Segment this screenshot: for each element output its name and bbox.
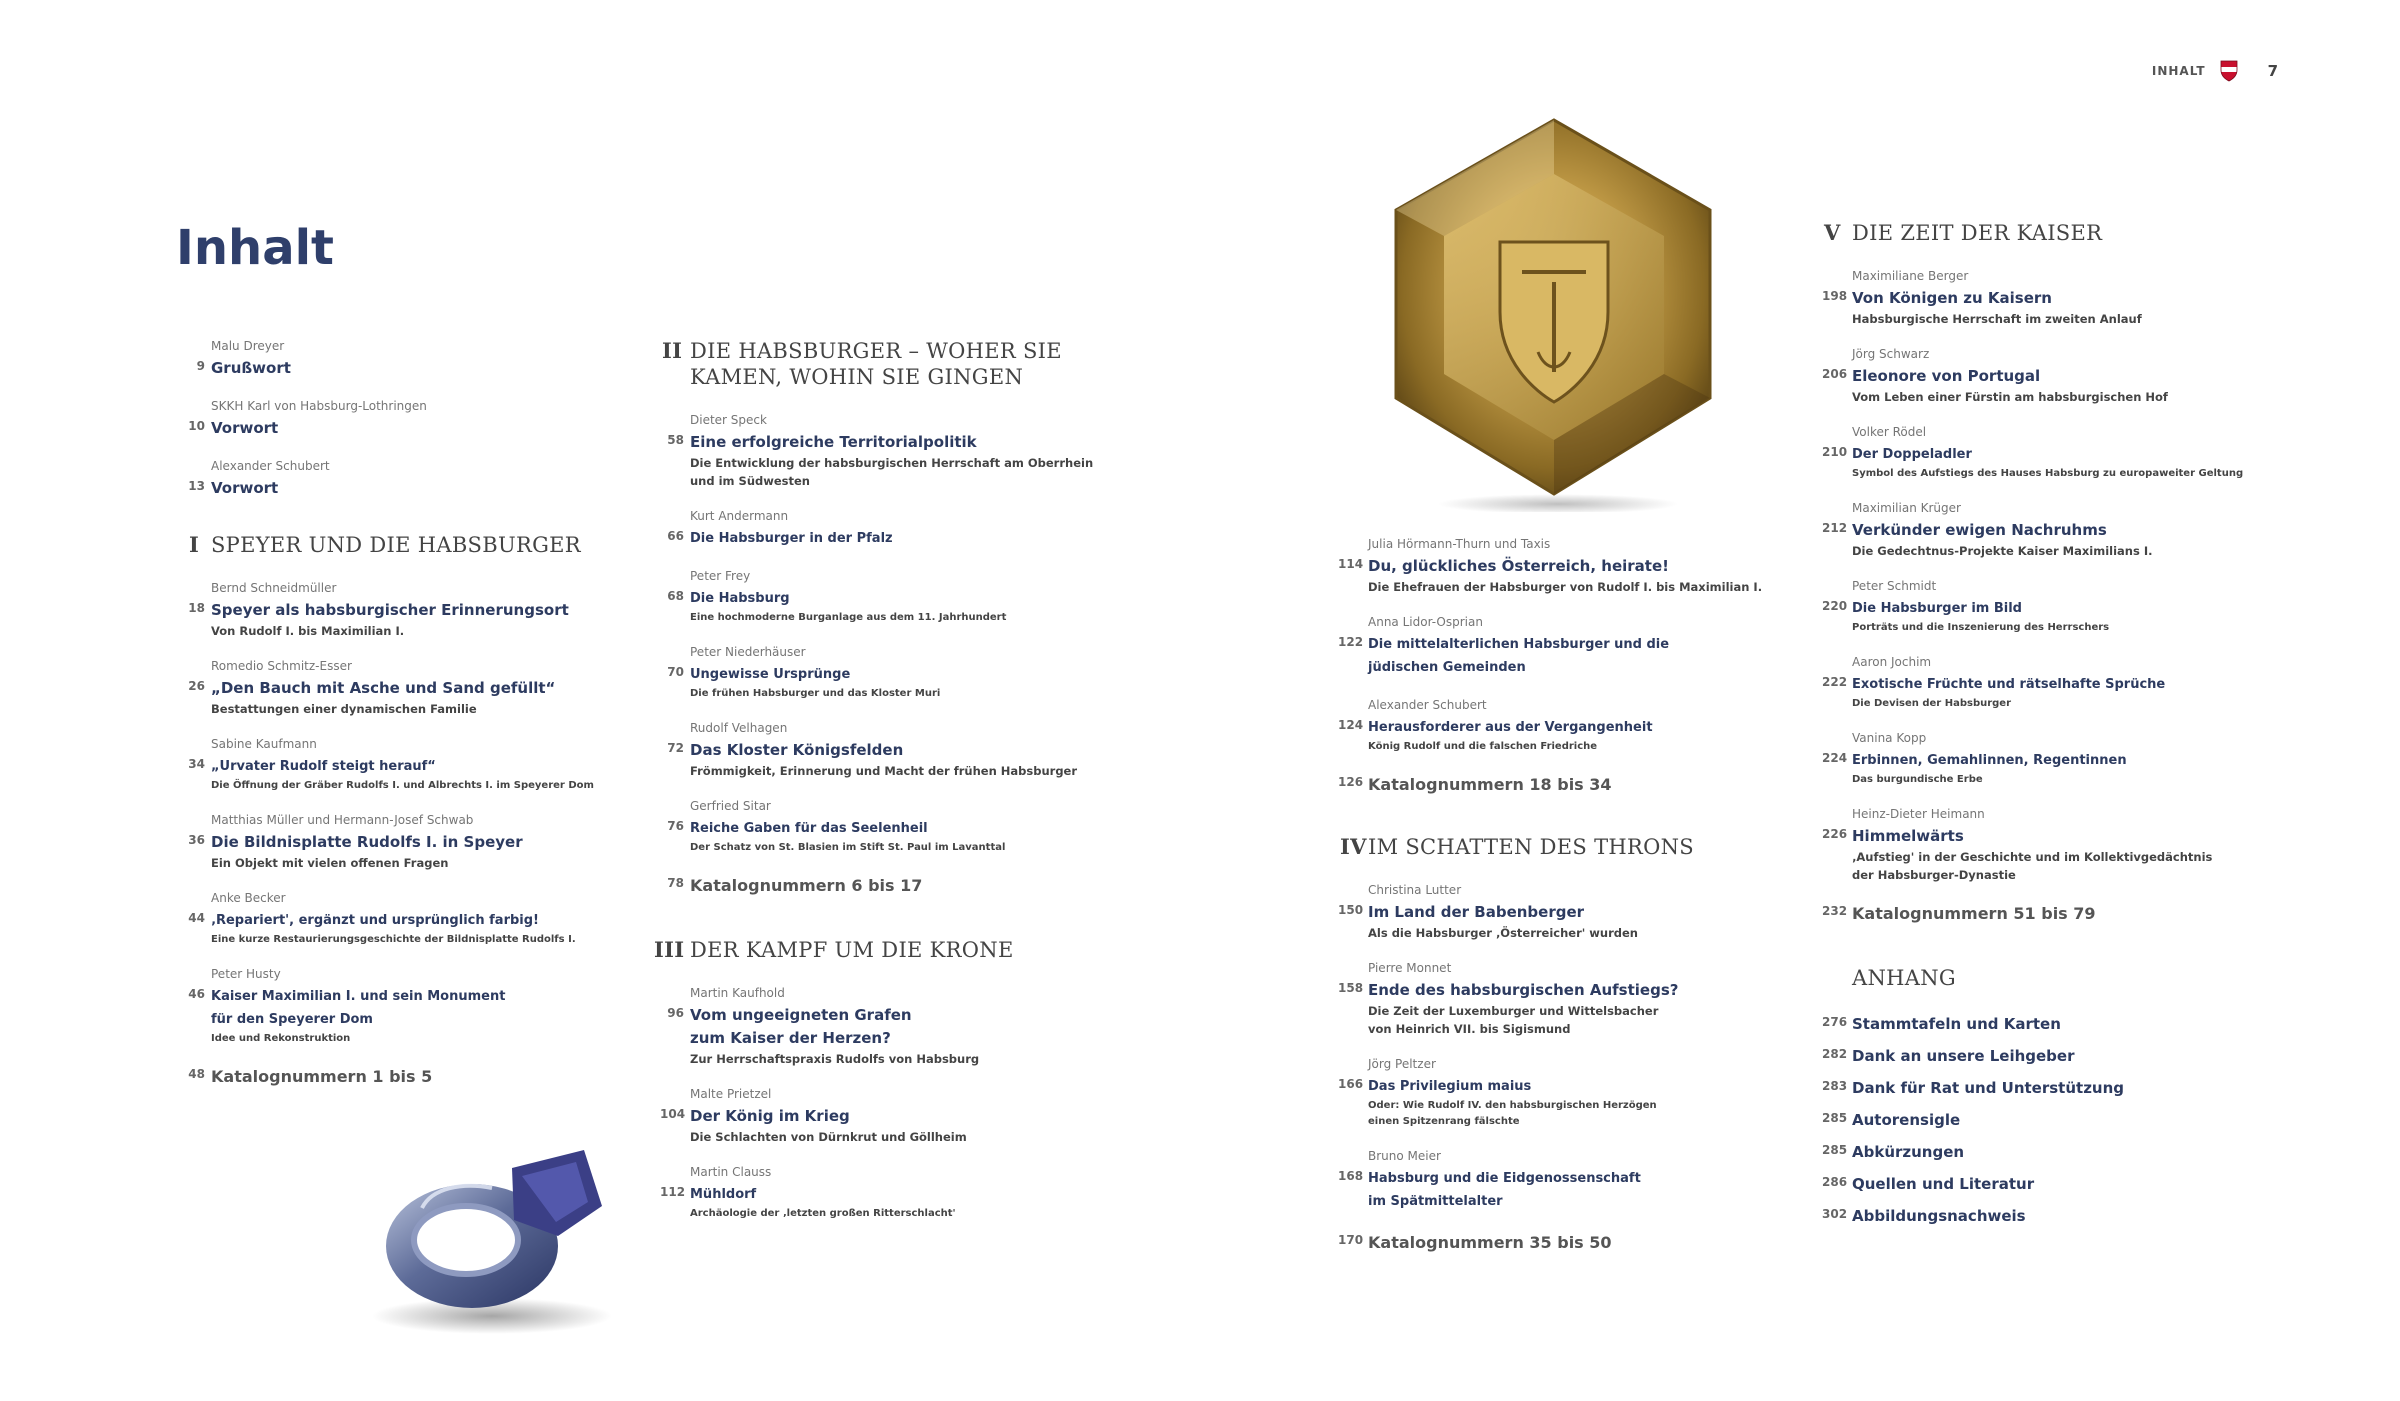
page-number: 7 xyxy=(2267,62,2278,80)
toc-entry[interactable] xyxy=(667,720,1150,780)
entry-subtitle: Die frühen Habsburger und das Kloster Muri xyxy=(690,688,941,699)
catalog-title: Katalognummern 1 bis 5 xyxy=(211,1067,433,1086)
entry-page: 222 xyxy=(1822,675,1848,689)
section-title: ANHANG xyxy=(1852,966,1956,990)
section-title: DIE HABSBURGER – WOHER SIE xyxy=(690,339,1062,363)
entry-page: 285 xyxy=(1822,1111,1848,1125)
toc-entry[interactable] xyxy=(188,458,631,500)
entry-title: Eleonore von Portugal xyxy=(1852,367,2041,385)
entry-subtitle: Zur Herrschaftspraxis Rudolfs von Habsburg xyxy=(690,1052,980,1066)
entry-subtitle: König Rudolf und die falschen Friedriche xyxy=(1368,741,1598,752)
toc-entry[interactable] xyxy=(1338,1148,1828,1213)
toc-entry[interactable] xyxy=(660,1086,1150,1146)
entry-title: Stammtafeln und Karten xyxy=(1852,1015,2061,1033)
entry-title: Grußwort xyxy=(211,359,291,377)
entry-title: Herausforderer aus der Vergangenheit xyxy=(1368,720,1653,735)
toc-entry[interactable] xyxy=(667,508,1150,550)
catalog-title: Katalognummern 18 bis 34 xyxy=(1368,775,1612,794)
toc-entry[interactable] xyxy=(188,658,631,718)
entry-page: 68 xyxy=(667,589,684,603)
entry-author: Alexander Schubert xyxy=(1368,698,1487,712)
entry-author: Bruno Meier xyxy=(1368,1149,1441,1163)
entry-title: Der Doppeladler xyxy=(1852,447,1972,462)
entry-title: Die Habsburg xyxy=(690,591,790,606)
entry-author: Anna Lidor-Osprian xyxy=(1368,615,1483,629)
toc-entry[interactable] xyxy=(1338,614,1828,679)
entry-author: Jörg Schwarz xyxy=(1852,347,1930,361)
toc-entry[interactable] xyxy=(188,580,631,640)
entry-page: 104 xyxy=(660,1107,686,1121)
entry-author: Vanina Kopp xyxy=(1852,731,1927,745)
entry-page: 122 xyxy=(1338,635,1364,649)
entry-page: 26 xyxy=(188,679,205,693)
entry-page: 36 xyxy=(188,833,205,847)
entry-title: Das Privilegium maius xyxy=(1368,1079,1532,1094)
entry-author: Julia Hörmann-Thurn und Taxis xyxy=(1368,537,1551,551)
entry-title: Dank für Rat und Unterstützung xyxy=(1852,1079,2125,1097)
entry-subtitle: Die Gedechtnus-Projekte Kaiser Maximilians I. xyxy=(1852,544,2153,558)
entry-subtitle: Ein Objekt mit vielen offenen Fragen xyxy=(211,856,449,870)
entry-author: Pierre Monnet xyxy=(1368,961,1452,975)
toc-column-2 xyxy=(654,338,1150,1240)
appendix-entry[interactable] xyxy=(1822,1013,2322,1036)
entry-author: Dieter Speck xyxy=(690,413,767,427)
entry-subtitle-line2: und im Südwesten xyxy=(690,474,810,488)
entry-title: Abbildungsnachweis xyxy=(1852,1207,2026,1225)
austria-shield-icon xyxy=(2220,60,2238,82)
entry-author: Rudolf Velhagen xyxy=(690,721,788,735)
entry-subtitle: Idee und Rekonstruktion xyxy=(211,1033,351,1044)
toc-entry[interactable] xyxy=(188,966,631,1047)
entry-author: Malu Dreyer xyxy=(211,339,285,353)
section-heading xyxy=(1340,834,1828,860)
entry-author: Martin Clauss xyxy=(690,1165,772,1179)
entry-author: Malte Prietzel xyxy=(690,1087,772,1101)
entry-subtitle: Die Zeit der Luxemburger und Wittelsbacher xyxy=(1368,1004,1659,1018)
entry-title: Vorwort xyxy=(211,419,279,437)
entry-title-line2: im Spätmittelalter xyxy=(1368,1194,1503,1209)
entry-title-line2: zum Kaiser der Herzen? xyxy=(690,1029,891,1047)
toc-entry[interactable] xyxy=(1822,578,2322,636)
entry-subtitle: Frömmigkeit, Erinnerung und Macht der frühen Habsburger xyxy=(690,764,1078,778)
entry-title: Die Bildnisplatte Rudolfs I. in Speyer xyxy=(211,833,523,851)
toc-entry[interactable] xyxy=(188,736,631,794)
entry-page: 220 xyxy=(1822,599,1848,613)
entry-subtitle: Der Schatz von St. Blasien im Stift St. Paul im Lavanttal xyxy=(690,842,1006,853)
toc-entry[interactable] xyxy=(188,890,631,948)
entry-page: 170 xyxy=(1338,1233,1364,1247)
entry-page: 13 xyxy=(188,479,205,493)
entry-author: Heinz-Dieter Heimann xyxy=(1852,807,1985,821)
section-number: III xyxy=(654,937,685,962)
appendix-entry[interactable] xyxy=(1822,1173,2322,1196)
entry-subtitle: Als die Habsburger ‚Österreicher' wurden xyxy=(1368,926,1638,940)
toc-entry[interactable] xyxy=(1338,536,1828,596)
entry-title: Eine erfolgreiche Territorialpolitik xyxy=(690,433,977,451)
entry-page: 9 xyxy=(196,359,205,373)
entry-subtitle: Die Entwicklung der habsburgischen Herrschaft am Oberrhein xyxy=(690,456,1094,470)
toc-entry[interactable] xyxy=(196,338,631,380)
entry-title: Im Land der Babenberger xyxy=(1368,903,1585,921)
entry-title: Quellen und Literatur xyxy=(1852,1175,2035,1193)
entry-title: Reiche Gaben für das Seelenheil xyxy=(690,821,928,836)
entry-subtitle: Die Schlachten von Dürnkrut und Göllheim xyxy=(690,1130,967,1144)
catalog-title: Katalognummern 35 bis 50 xyxy=(1368,1233,1612,1252)
entry-author: Jörg Peltzer xyxy=(1368,1057,1436,1071)
entry-page: 158 xyxy=(1338,981,1364,995)
entry-subtitle: Die Devisen der Habsburger xyxy=(1852,698,2012,709)
toc-entry[interactable] xyxy=(1822,268,2322,328)
toc-entry[interactable] xyxy=(1822,654,2322,712)
toc-entry[interactable] xyxy=(1338,882,1828,942)
section-number: IV xyxy=(1340,834,1367,859)
entry-title: Der König im Krieg xyxy=(690,1107,850,1125)
entry-title: Kaiser Maximilian I. und sein Monument xyxy=(211,989,506,1004)
entry-author: Alexander Schubert xyxy=(211,459,330,473)
catalog-entry[interactable] xyxy=(667,874,1150,897)
page-title: Inhalt xyxy=(176,220,334,276)
appendix-entry[interactable] xyxy=(1822,1077,2322,1100)
entry-subtitle: Habsburgische Herrschaft im zweiten Anlauf xyxy=(1852,312,2142,326)
entry-author: Martin Kaufhold xyxy=(690,986,785,1000)
entry-page: 72 xyxy=(667,741,684,755)
entry-page: 114 xyxy=(1338,557,1364,571)
section-title: IM SCHATTEN DES THRONS xyxy=(1368,835,1694,859)
entry-page: 283 xyxy=(1822,1079,1848,1093)
toc-column-3 xyxy=(1338,536,1828,1272)
section-heading xyxy=(662,338,1150,390)
entry-page: 150 xyxy=(1338,903,1364,917)
appendix-heading xyxy=(1852,965,2322,991)
glass-ring-image xyxy=(362,1128,620,1340)
section-title-line2: KAMEN, WOHIN SIE GINGEN xyxy=(690,365,1024,389)
section-title: DER KAMPF UM DIE KRONE xyxy=(690,938,1014,962)
entry-page: 48 xyxy=(188,1067,205,1081)
catalog-entry[interactable] xyxy=(1822,902,2322,925)
entry-title: Ungewisse Ursprünge xyxy=(690,667,851,682)
header-label: INHALT xyxy=(2151,64,2206,78)
entry-page: 76 xyxy=(667,819,684,833)
entry-page: 18 xyxy=(188,601,205,615)
entry-title: Habsburg und die Eidgenossenschaft xyxy=(1368,1171,1641,1186)
entry-subtitle: Die Ehefrauen der Habsburger von Rudolf I. bis Maximilian I. xyxy=(1368,580,1763,594)
entry-page: 226 xyxy=(1822,827,1848,841)
toc-entry[interactable] xyxy=(667,798,1150,856)
entry-subtitle: Porträts und die Inszenierung des Herrschers xyxy=(1852,622,2110,633)
entry-page: 168 xyxy=(1338,1169,1364,1183)
entry-page: 285 xyxy=(1822,1143,1848,1157)
appendix-entry[interactable] xyxy=(1822,1045,2322,1068)
entry-title: „Den Bauch mit Asche und Sand gefüllt“ xyxy=(211,679,556,697)
entry-subtitle: Bestattungen einer dynamischen Familie xyxy=(211,702,477,716)
toc-entry[interactable] xyxy=(1338,697,1828,755)
catalog-entry[interactable] xyxy=(1338,773,1828,796)
entry-subtitle: Oder: Wie Rudolf IV. den habsburgischen Herzögen xyxy=(1368,1100,1657,1111)
toc-entry[interactable] xyxy=(1338,960,1828,1038)
toc-entry[interactable] xyxy=(1822,806,2322,884)
section-number: II xyxy=(662,338,683,363)
entry-page: 210 xyxy=(1822,445,1848,459)
golden-seal-image xyxy=(1372,112,1736,512)
entry-author: Gerfried Sitar xyxy=(690,799,771,813)
entry-subtitle: Die Öffnung der Gräber Rudolfs I. und Albrechts I. im Speyerer Dom xyxy=(211,780,594,791)
entry-author: Volker Rödel xyxy=(1852,425,1927,439)
toc-entry[interactable] xyxy=(1338,1056,1828,1130)
entry-author: Kurt Andermann xyxy=(690,509,789,523)
entry-title: ‚Repariert', ergänzt und ursprünglich farbig! xyxy=(211,913,539,928)
section-heading xyxy=(654,937,1150,963)
toc-entry[interactable] xyxy=(188,812,631,872)
entry-title: Mühldorf xyxy=(690,1187,757,1202)
entry-page: 58 xyxy=(667,433,684,447)
entry-page: 124 xyxy=(1338,718,1364,732)
entry-author: Aaron Jochim xyxy=(1852,655,1932,669)
toc-entry[interactable] xyxy=(667,985,1150,1068)
entry-page: 302 xyxy=(1822,1207,1848,1221)
entry-subtitle: Eine hochmoderne Burganlage aus dem 11. Jahrhundert xyxy=(690,612,1007,623)
entry-title: Du, glückliches Österreich, heirate! xyxy=(1368,557,1669,575)
toc-entry[interactable] xyxy=(667,412,1150,490)
entry-author: Matthias Müller und Hermann-Josef Schwab xyxy=(211,813,474,827)
entry-page: 286 xyxy=(1822,1175,1848,1189)
appendix-entry[interactable] xyxy=(1822,1141,2322,1164)
entry-title: Exotische Früchte und rätselhafte Sprüche xyxy=(1852,677,2166,692)
entry-title-line2: jüdischen Gemeinden xyxy=(1368,660,1526,675)
appendix-entry[interactable] xyxy=(1822,1205,2322,1228)
section-heading xyxy=(189,532,631,558)
toc-entry[interactable] xyxy=(667,568,1150,626)
toc-entry[interactable] xyxy=(1822,424,2322,482)
entry-title: Speyer als habsburgischer Erinnerungsort xyxy=(211,601,569,619)
entry-author: Romedio Schmitz-Esser xyxy=(211,659,352,673)
catalog-title: Katalognummern 51 bis 79 xyxy=(1852,904,2096,923)
entry-subtitle: Symbol des Aufstiegs des Hauses Habsburg zu europaweiter Geltung xyxy=(1852,468,2244,479)
section-number: V xyxy=(1824,220,1841,245)
entry-author: Bernd Schneidmüller xyxy=(211,581,337,595)
section-number: I xyxy=(189,532,200,557)
entry-page: 224 xyxy=(1822,751,1848,765)
entry-author: Peter Niederhäuser xyxy=(690,645,806,659)
entry-subtitle: Eine kurze Restaurierungsgeschichte der Bildnisplatte Rudolfs I. xyxy=(211,934,576,945)
entry-author: Peter Schmidt xyxy=(1852,579,1937,593)
entry-author: Peter Frey xyxy=(690,569,751,583)
entry-author: Christina Lutter xyxy=(1368,883,1462,897)
entry-title: Erbinnen, Gemahlinnen, Regentinnen xyxy=(1852,753,2127,768)
section-heading xyxy=(1824,220,2322,246)
toc-entry[interactable] xyxy=(1822,346,2322,406)
toc-entry[interactable] xyxy=(188,398,631,440)
entry-author: Sabine Kaufmann xyxy=(211,737,317,751)
entry-subtitle: Archäologie der ‚letzten großen Ritterschlacht' xyxy=(690,1208,956,1219)
entry-subtitle: ‚Aufstieg' in der Geschichte und im Kollektivgedächtnis xyxy=(1852,850,2213,864)
entry-page: 282 xyxy=(1822,1047,1848,1061)
toc-entry[interactable] xyxy=(660,1164,1150,1222)
page-header xyxy=(2152,60,2278,82)
entry-page: 212 xyxy=(1822,521,1848,535)
entry-title: Himmelwärts xyxy=(1852,827,1964,845)
entry-page: 78 xyxy=(667,876,684,890)
entry-subtitle: Von Rudolf I. bis Maximilian I. xyxy=(211,624,405,638)
entry-page: 70 xyxy=(667,665,684,679)
entry-page: 96 xyxy=(667,1006,684,1020)
entry-title: Die Habsburger in der Pfalz xyxy=(690,531,893,546)
entry-title: Autorensigle xyxy=(1852,1111,1961,1129)
entry-title: Das Kloster Königsfelden xyxy=(690,741,904,759)
entry-subtitle-line2: einen Spitzenrang fälschte xyxy=(1368,1116,1520,1127)
entry-page: 66 xyxy=(667,529,684,543)
entry-title: „Urvater Rudolf steigt herauf“ xyxy=(211,759,436,774)
entry-title: Ende des habsburgischen Aufstiegs? xyxy=(1368,981,1679,999)
entry-title: Verkünder ewigen Nachruhms xyxy=(1852,521,2107,539)
entry-title: Abkürzungen xyxy=(1852,1143,1965,1161)
toc-column-1 xyxy=(188,338,631,1106)
toc-entry[interactable] xyxy=(1822,730,2322,788)
toc-entry[interactable] xyxy=(1822,500,2322,560)
entry-subtitle-line2: der Habsburger-Dynastie xyxy=(1852,868,2016,882)
toc-entry[interactable] xyxy=(667,644,1150,702)
catalog-entry[interactable] xyxy=(1338,1231,1828,1254)
entry-page: 232 xyxy=(1822,904,1848,918)
catalog-entry[interactable] xyxy=(188,1065,631,1088)
appendix-entry[interactable] xyxy=(1822,1109,2322,1132)
section-title: SPEYER UND DIE HABSBURGER xyxy=(211,533,581,557)
entry-title: Von Königen zu Kaisern xyxy=(1852,289,2052,307)
entry-page: 10 xyxy=(188,419,205,433)
entry-author: Maximilian Krüger xyxy=(1852,501,1961,515)
entry-title: Vorwort xyxy=(211,479,279,497)
entry-title: Die mittelalterlichen Habsburger und die xyxy=(1368,637,1670,652)
entry-author: SKKH Karl von Habsburg-Lothringen xyxy=(211,399,427,413)
entry-page: 112 xyxy=(660,1185,686,1199)
entry-subtitle: Das burgundische Erbe xyxy=(1852,774,1983,785)
toc-column-4 xyxy=(1822,220,2322,1237)
entry-author: Peter Husty xyxy=(211,967,281,981)
entry-page: 126 xyxy=(1338,775,1364,789)
entry-author: Maximiliane Berger xyxy=(1852,269,1969,283)
entry-title: Vom ungeeigneten Grafen xyxy=(690,1006,912,1024)
entry-page: 198 xyxy=(1822,289,1848,303)
catalog-title: Katalognummern 6 bis 17 xyxy=(690,876,923,895)
entry-title: Dank an unsere Leihgeber xyxy=(1852,1047,2075,1065)
entry-subtitle-line2: von Heinrich VII. bis Sigismund xyxy=(1368,1022,1571,1036)
entry-author: Anke Becker xyxy=(211,891,286,905)
entry-page: 166 xyxy=(1338,1077,1364,1091)
entry-page: 44 xyxy=(188,911,205,925)
entry-page: 206 xyxy=(1822,367,1848,381)
entry-subtitle: Vom Leben einer Fürstin am habsburgischen Hof xyxy=(1852,390,2168,404)
section-title: DIE ZEIT DER KAISER xyxy=(1852,221,2103,245)
entry-title: Die Habsburger im Bild xyxy=(1852,601,2022,616)
entry-title-line2: für den Speyerer Dom xyxy=(211,1012,373,1027)
entry-page: 276 xyxy=(1822,1015,1848,1029)
entry-page: 34 xyxy=(188,757,205,771)
entry-page: 46 xyxy=(188,987,205,1001)
